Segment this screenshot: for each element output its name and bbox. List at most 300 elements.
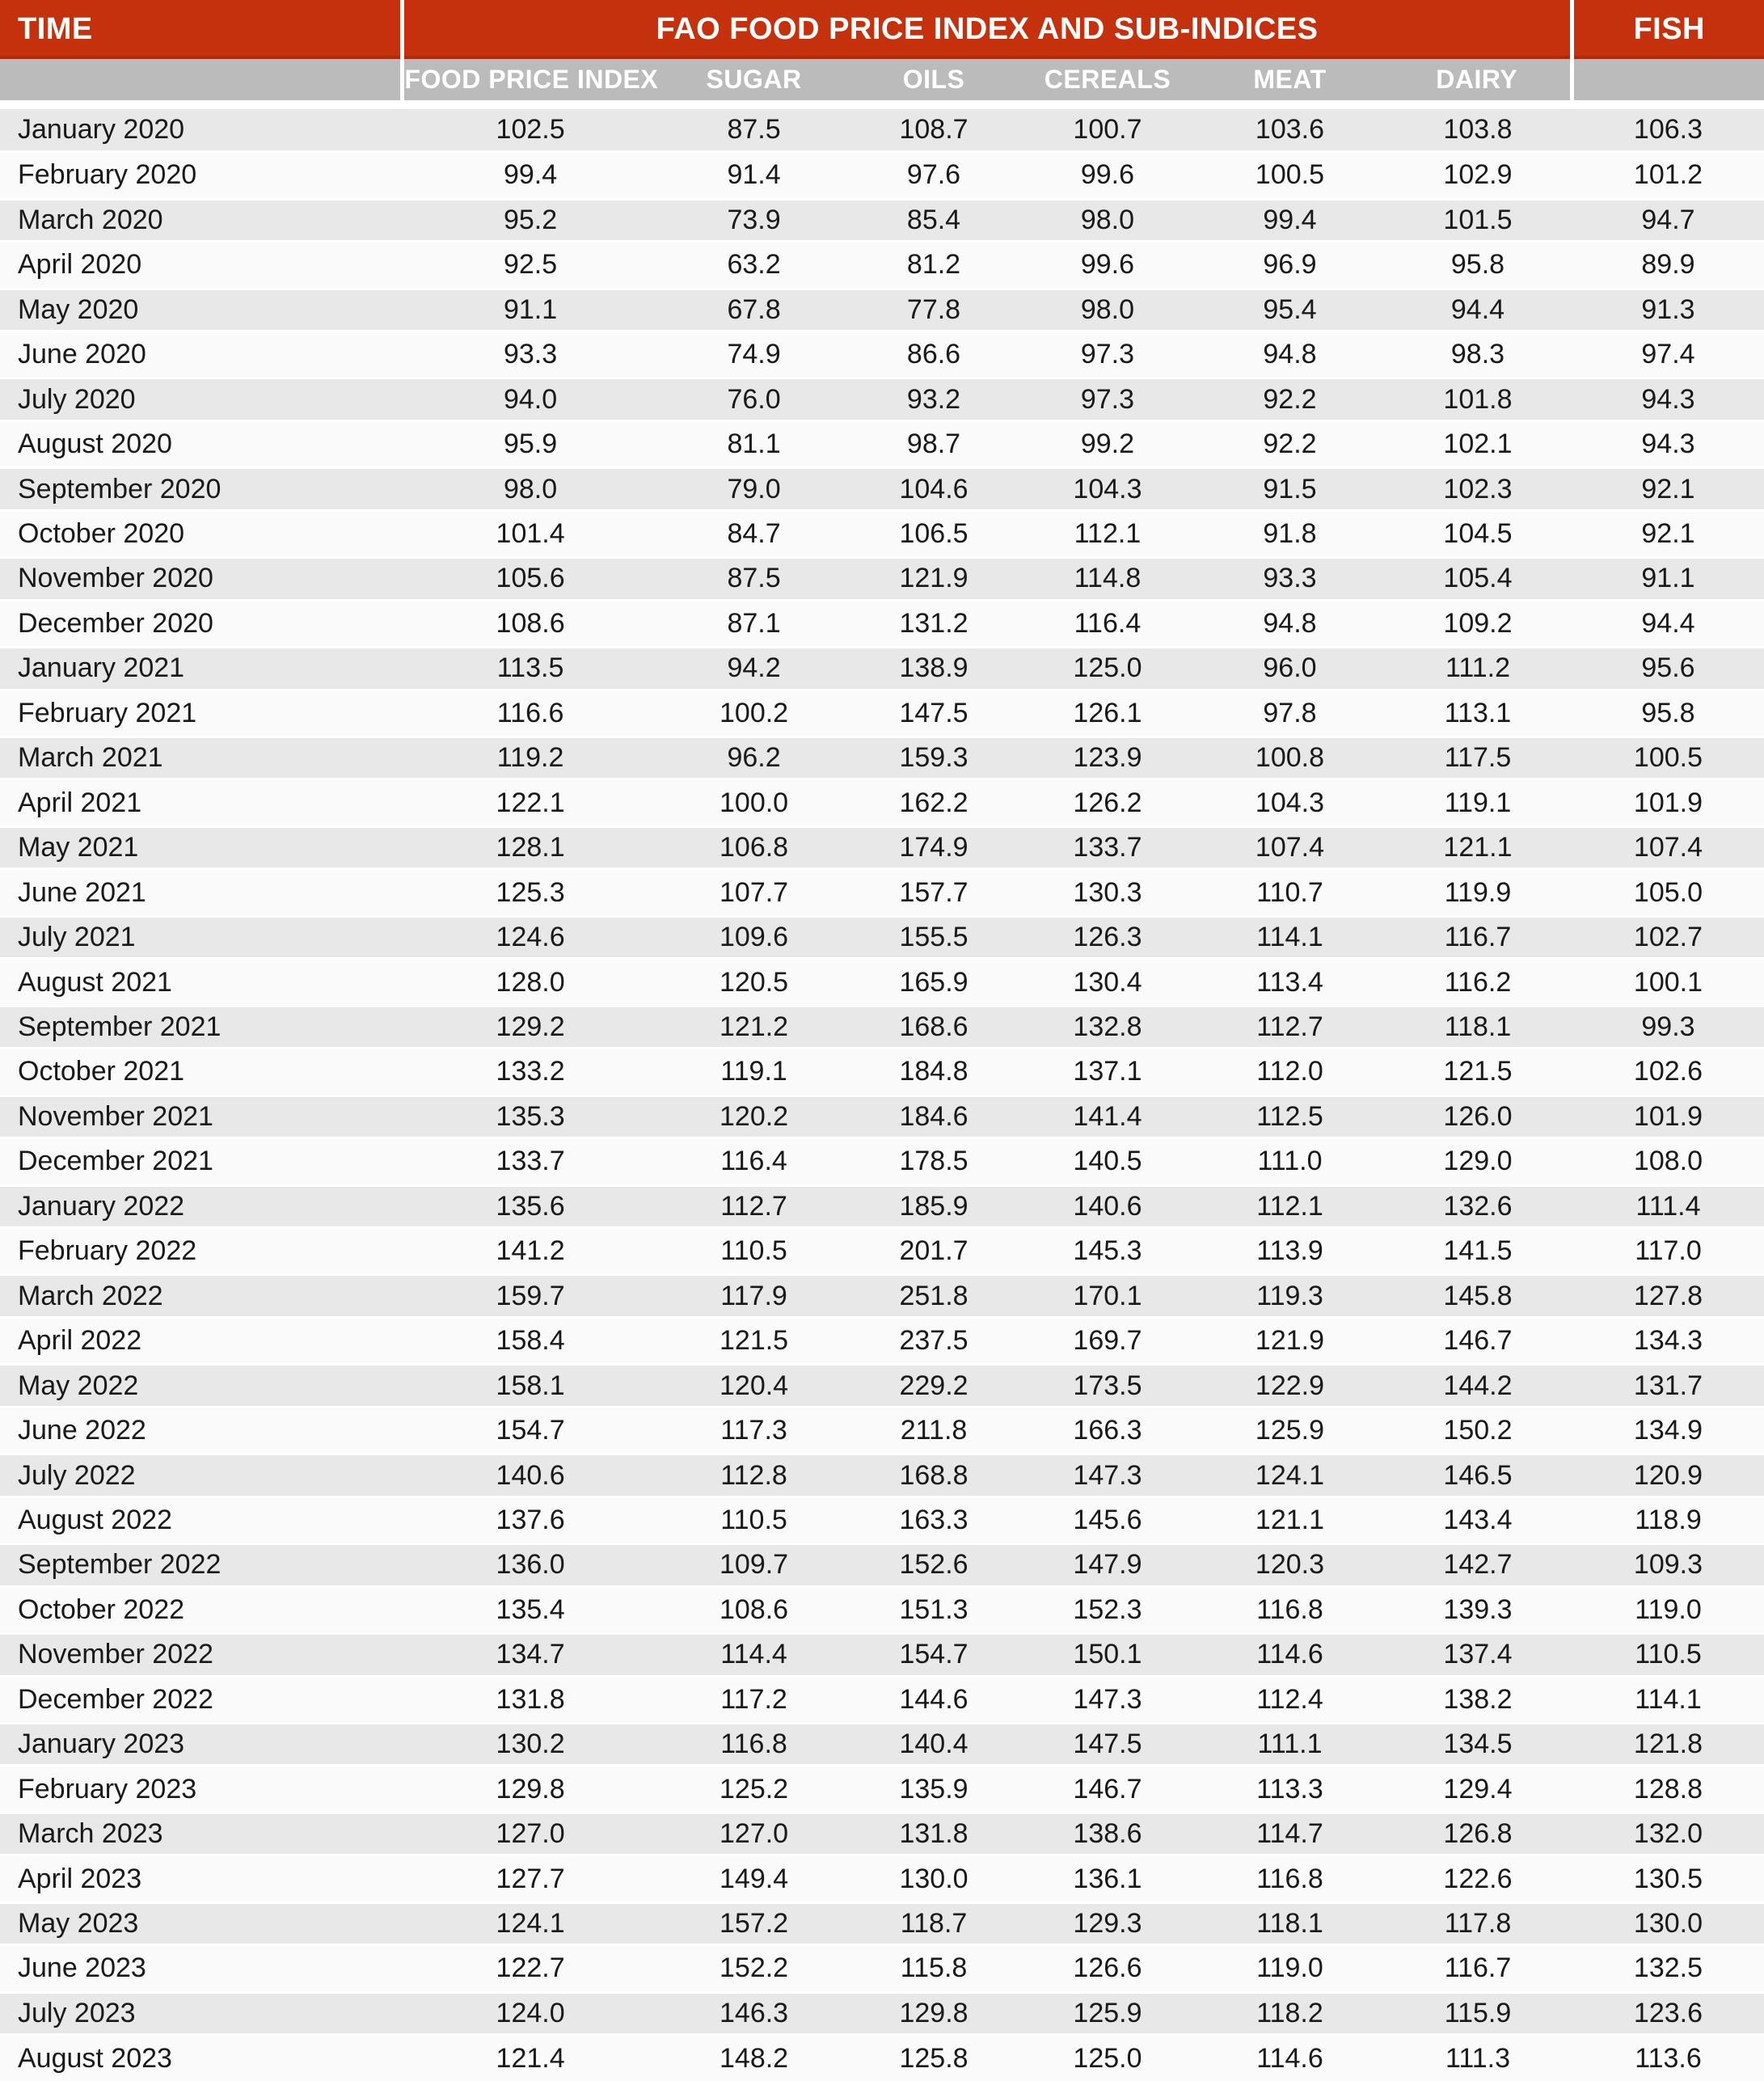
value-cell: 117.0 (1572, 1229, 1764, 1273)
row-label: January 2022 (0, 1184, 402, 1229)
value-cell: 136.1 (1019, 1856, 1196, 1901)
value-cell: 144.2 (1383, 1363, 1572, 1408)
value-cell: 229.2 (849, 1363, 1019, 1408)
value-cell: 132.8 (1019, 1005, 1196, 1049)
value-cell: 135.6 (402, 1184, 659, 1229)
value-cell: 154.7 (402, 1408, 659, 1453)
table-row (0, 2036, 1764, 2081)
table-row (0, 1856, 1764, 1901)
value-cell: 102.6 (1572, 1049, 1764, 1094)
value-cell: 94.3 (1572, 422, 1764, 466)
value-cell: 124.0 (402, 1991, 659, 2036)
value-cell: 77.8 (849, 288, 1019, 332)
value-cell: 131.8 (849, 1812, 1019, 1856)
value-cell: 87.1 (659, 602, 849, 646)
subheader-meat: MEAT (1196, 59, 1383, 103)
table-row (0, 915, 1764, 960)
value-cell: 102.5 (402, 103, 659, 153)
row-label: May 2020 (0, 288, 402, 332)
value-cell: 95.6 (1572, 646, 1764, 690)
value-cell: 144.6 (849, 1678, 1019, 1722)
value-cell: 128.8 (1572, 1767, 1764, 1811)
value-cell: 107.4 (1572, 825, 1764, 870)
value-cell: 106.3 (1572, 103, 1764, 153)
value-cell: 109.7 (659, 1543, 849, 1587)
table-row (0, 736, 1764, 780)
value-cell: 138.6 (1019, 1812, 1196, 1856)
value-cell: 112.5 (1196, 1095, 1383, 1139)
value-cell: 114.7 (1196, 1812, 1383, 1856)
value-cell: 146.7 (1383, 1319, 1572, 1363)
value-cell: 132.5 (1572, 1946, 1764, 1990)
value-cell: 92.1 (1572, 466, 1764, 511)
value-cell: 96.9 (1196, 243, 1383, 287)
value-cell: 91.1 (402, 288, 659, 332)
table-row (0, 1722, 1764, 1767)
value-cell: 94.2 (659, 646, 849, 690)
value-cell: 97.3 (1019, 332, 1196, 377)
value-cell: 119.9 (1383, 870, 1572, 914)
value-cell: 116.4 (1019, 602, 1196, 646)
row-label: August 2020 (0, 422, 402, 466)
value-cell: 91.4 (659, 153, 849, 197)
value-cell: 118.2 (1196, 1991, 1383, 2036)
value-cell: 126.2 (1019, 780, 1196, 825)
value-cell: 95.8 (1572, 691, 1764, 736)
value-cell: 126.6 (1019, 1946, 1196, 1990)
value-cell: 102.1 (1383, 422, 1572, 466)
row-label: August 2022 (0, 1498, 402, 1543)
value-cell: 104.6 (849, 466, 1019, 511)
value-cell: 133.2 (402, 1049, 659, 1094)
value-cell: 103.6 (1196, 103, 1383, 153)
value-cell: 115.9 (1383, 1991, 1572, 2036)
value-cell: 111.2 (1383, 646, 1572, 690)
value-cell: 140.4 (849, 1722, 1019, 1767)
value-cell: 116.4 (659, 1139, 849, 1184)
row-label: September 2020 (0, 466, 402, 511)
value-cell: 97.3 (1019, 377, 1196, 421)
value-cell: 104.5 (1383, 512, 1572, 556)
value-cell: 102.7 (1572, 915, 1764, 960)
value-cell: 168.6 (849, 1005, 1019, 1049)
value-cell: 92.5 (402, 243, 659, 287)
value-cell: 111.1 (1196, 1722, 1383, 1767)
value-cell: 95.8 (1383, 243, 1572, 287)
value-cell: 130.0 (849, 1856, 1019, 1901)
value-cell: 113.9 (1196, 1229, 1383, 1273)
value-cell: 146.5 (1383, 1453, 1572, 1497)
value-cell: 134.9 (1572, 1408, 1764, 1453)
value-cell: 117.8 (1383, 1902, 1572, 1946)
row-label: November 2020 (0, 556, 402, 601)
row-label: October 2020 (0, 512, 402, 556)
table-row (0, 646, 1764, 690)
value-cell: 184.8 (849, 1049, 1019, 1094)
value-cell: 118.7 (849, 1902, 1019, 1946)
value-cell: 116.8 (659, 1722, 849, 1767)
table-row (0, 1139, 1764, 1184)
value-cell: 105.6 (402, 556, 659, 601)
header-row-sub (0, 59, 1764, 103)
table-row (0, 512, 1764, 556)
value-cell: 67.8 (659, 288, 849, 332)
value-cell: 104.3 (1196, 780, 1383, 825)
value-cell: 147.9 (1019, 1543, 1196, 1587)
value-cell: 129.2 (402, 1005, 659, 1049)
value-cell: 76.0 (659, 377, 849, 421)
value-cell: 129.0 (1383, 1139, 1572, 1184)
value-cell: 151.3 (849, 1588, 1019, 1632)
value-cell: 173.5 (1019, 1363, 1196, 1408)
value-cell: 97.4 (1572, 332, 1764, 377)
value-cell: 126.1 (1019, 691, 1196, 736)
value-cell: 94.0 (402, 377, 659, 421)
value-cell: 108.7 (849, 103, 1019, 153)
value-cell: 112.1 (1196, 1184, 1383, 1229)
value-cell: 102.9 (1383, 153, 1572, 197)
row-label: June 2023 (0, 1946, 402, 1990)
subheader-cereals: CEREALS (1019, 59, 1196, 103)
value-cell: 129.4 (1383, 1767, 1572, 1811)
value-cell: 127.7 (402, 1856, 659, 1901)
value-cell: 105.0 (1572, 870, 1764, 914)
table-row (0, 556, 1764, 601)
value-cell: 135.4 (402, 1588, 659, 1632)
value-cell: 109.3 (1572, 1543, 1764, 1587)
row-label: May 2023 (0, 1902, 402, 1946)
value-cell: 108.0 (1572, 1139, 1764, 1184)
value-cell: 159.7 (402, 1273, 659, 1318)
value-cell: 101.2 (1572, 153, 1764, 197)
value-cell: 98.7 (849, 422, 1019, 466)
row-label: December 2021 (0, 1139, 402, 1184)
value-cell: 107.4 (1196, 825, 1383, 870)
value-cell: 121.2 (659, 1005, 849, 1049)
table-row (0, 288, 1764, 332)
value-cell: 89.9 (1572, 243, 1764, 287)
value-cell: 92.1 (1572, 512, 1764, 556)
value-cell: 211.8 (849, 1408, 1019, 1453)
value-cell: 185.9 (849, 1184, 1019, 1229)
value-cell: 125.9 (1196, 1408, 1383, 1453)
value-cell: 104.3 (1019, 466, 1196, 511)
row-label: November 2022 (0, 1632, 402, 1677)
value-cell: 99.4 (402, 153, 659, 197)
value-cell: 133.7 (1019, 825, 1196, 870)
value-cell: 127.8 (1572, 1273, 1764, 1318)
value-cell: 132.0 (1572, 1812, 1764, 1856)
table-row (0, 1812, 1764, 1856)
table-row (0, 1049, 1764, 1094)
value-cell: 120.9 (1572, 1453, 1764, 1497)
row-label: March 2022 (0, 1273, 402, 1318)
value-cell: 157.2 (659, 1902, 849, 1946)
value-cell: 201.7 (849, 1229, 1019, 1273)
row-label: November 2021 (0, 1095, 402, 1139)
value-cell: 92.2 (1196, 422, 1383, 466)
value-cell: 112.4 (1196, 1678, 1383, 1722)
value-cell: 121.5 (1383, 1049, 1572, 1094)
value-cell: 130.4 (1019, 960, 1196, 1004)
row-label: March 2020 (0, 198, 402, 243)
column-header-group: FAO FOOD PRICE INDEX AND SUB-INDICES (402, 0, 1572, 59)
value-cell: 99.6 (1019, 153, 1196, 197)
value-cell: 94.3 (1572, 377, 1764, 421)
value-cell: 131.8 (402, 1678, 659, 1722)
value-cell: 122.6 (1383, 1856, 1572, 1901)
table-row (0, 870, 1764, 914)
value-cell: 152.2 (659, 1946, 849, 1990)
value-cell: 121.5 (659, 1319, 849, 1363)
value-cell: 108.6 (659, 1588, 849, 1632)
value-cell: 131.2 (849, 602, 1019, 646)
value-cell: 169.7 (1019, 1319, 1196, 1363)
value-cell: 141.2 (402, 1229, 659, 1273)
value-cell: 128.0 (402, 960, 659, 1004)
value-cell: 141.5 (1383, 1229, 1572, 1273)
value-cell: 111.4 (1572, 1184, 1764, 1229)
table-row (0, 422, 1764, 466)
header-row-main (0, 0, 1764, 59)
value-cell: 92.2 (1196, 377, 1383, 421)
value-cell: 112.1 (1019, 512, 1196, 556)
value-cell: 94.8 (1196, 602, 1383, 646)
value-cell: 140.6 (402, 1453, 659, 1497)
value-cell: 110.5 (659, 1498, 849, 1543)
value-cell: 103.8 (1383, 103, 1572, 153)
subheader-empty-time (0, 59, 402, 103)
value-cell: 134.7 (402, 1632, 659, 1677)
value-cell: 162.2 (849, 780, 1019, 825)
value-cell: 158.1 (402, 1363, 659, 1408)
value-cell: 112.0 (1196, 1049, 1383, 1094)
value-cell: 113.1 (1383, 691, 1572, 736)
value-cell: 119.0 (1196, 1946, 1383, 1990)
value-cell: 98.0 (1019, 198, 1196, 243)
value-cell: 117.9 (659, 1273, 849, 1318)
table-row (0, 1095, 1764, 1139)
table-row (0, 1363, 1764, 1408)
value-cell: 91.5 (1196, 466, 1383, 511)
subheader-empty-fish (1572, 59, 1764, 103)
table-row (0, 780, 1764, 825)
row-label: September 2021 (0, 1005, 402, 1049)
value-cell: 73.9 (659, 198, 849, 243)
value-cell: 145.3 (1019, 1229, 1196, 1273)
value-cell: 137.4 (1383, 1632, 1572, 1677)
value-cell: 118.1 (1383, 1005, 1572, 1049)
value-cell: 119.1 (1383, 780, 1572, 825)
value-cell: 150.2 (1383, 1408, 1572, 1453)
row-label: April 2022 (0, 1319, 402, 1363)
value-cell: 139.3 (1383, 1588, 1572, 1632)
value-cell: 122.1 (402, 780, 659, 825)
row-label: June 2022 (0, 1408, 402, 1453)
value-cell: 118.1 (1196, 1902, 1383, 1946)
value-cell: 117.3 (659, 1408, 849, 1453)
value-cell: 94.7 (1572, 198, 1764, 243)
value-cell: 120.5 (659, 960, 849, 1004)
value-cell: 143.4 (1383, 1498, 1572, 1543)
value-cell: 116.8 (1196, 1588, 1383, 1632)
table-row (0, 691, 1764, 736)
value-cell: 170.1 (1019, 1273, 1196, 1318)
value-cell: 152.6 (849, 1543, 1019, 1587)
value-cell: 93.3 (402, 332, 659, 377)
value-cell: 152.3 (1019, 1588, 1196, 1632)
row-label: February 2022 (0, 1229, 402, 1273)
value-cell: 158.4 (402, 1319, 659, 1363)
row-label: August 2021 (0, 960, 402, 1004)
table-row (0, 1005, 1764, 1049)
value-cell: 93.3 (1196, 556, 1383, 601)
value-cell: 102.3 (1383, 466, 1572, 511)
value-cell: 128.1 (402, 825, 659, 870)
value-cell: 126.8 (1383, 1812, 1572, 1856)
value-cell: 91.3 (1572, 288, 1764, 332)
row-label: December 2022 (0, 1678, 402, 1722)
value-cell: 125.9 (1019, 1991, 1196, 2036)
value-cell: 137.6 (402, 1498, 659, 1543)
value-cell: 121.1 (1196, 1498, 1383, 1543)
value-cell: 147.3 (1019, 1678, 1196, 1722)
value-cell: 111.0 (1196, 1139, 1383, 1184)
value-cell: 93.2 (849, 377, 1019, 421)
value-cell: 138.2 (1383, 1678, 1572, 1722)
value-cell: 122.9 (1196, 1363, 1383, 1408)
value-cell: 87.5 (659, 103, 849, 153)
row-label: June 2021 (0, 870, 402, 914)
value-cell: 116.7 (1383, 1946, 1572, 1990)
value-cell: 98.0 (1019, 288, 1196, 332)
value-cell: 100.5 (1196, 153, 1383, 197)
value-cell: 142.7 (1383, 1543, 1572, 1587)
value-cell: 99.4 (1196, 198, 1383, 243)
value-cell: 133.7 (402, 1139, 659, 1184)
table-row (0, 602, 1764, 646)
value-cell: 159.3 (849, 736, 1019, 780)
value-cell: 81.2 (849, 243, 1019, 287)
value-cell: 130.0 (1572, 1902, 1764, 1946)
value-cell: 108.6 (402, 602, 659, 646)
value-cell: 125.0 (1019, 2036, 1196, 2081)
value-cell: 120.4 (659, 1363, 849, 1408)
value-cell: 124.6 (402, 915, 659, 960)
row-label: September 2022 (0, 1543, 402, 1587)
row-label: January 2021 (0, 646, 402, 690)
table-body (0, 103, 1764, 2081)
value-cell: 135.9 (849, 1767, 1019, 1811)
value-cell: 123.9 (1019, 736, 1196, 780)
value-cell: 101.8 (1383, 377, 1572, 421)
value-cell: 112.8 (659, 1453, 849, 1497)
value-cell: 74.9 (659, 332, 849, 377)
value-cell: 99.2 (1019, 422, 1196, 466)
row-label: June 2020 (0, 332, 402, 377)
table-row (0, 466, 1764, 511)
value-cell: 81.1 (659, 422, 849, 466)
row-label: April 2023 (0, 1856, 402, 1901)
value-cell: 94.8 (1196, 332, 1383, 377)
value-cell: 117.5 (1383, 736, 1572, 780)
value-cell: 166.3 (1019, 1408, 1196, 1453)
value-cell: 113.4 (1196, 960, 1383, 1004)
value-cell: 114.1 (1572, 1678, 1764, 1722)
value-cell: 129.8 (402, 1767, 659, 1811)
value-cell: 121.9 (849, 556, 1019, 601)
table-row (0, 1319, 1764, 1363)
table-row (0, 1543, 1764, 1587)
value-cell: 114.1 (1196, 915, 1383, 960)
value-cell: 130.5 (1572, 1856, 1764, 1901)
value-cell: 121.8 (1572, 1722, 1764, 1767)
value-cell: 136.0 (402, 1543, 659, 1587)
value-cell: 154.7 (849, 1632, 1019, 1677)
value-cell: 145.8 (1383, 1273, 1572, 1318)
table-row (0, 153, 1764, 197)
table-row (0, 377, 1764, 421)
value-cell: 146.7 (1019, 1767, 1196, 1811)
value-cell: 79.0 (659, 466, 849, 511)
value-cell: 130.3 (1019, 870, 1196, 914)
value-cell: 116.6 (402, 691, 659, 736)
value-cell: 150.1 (1019, 1632, 1196, 1677)
value-cell: 124.1 (1196, 1453, 1383, 1497)
value-cell: 86.6 (849, 332, 1019, 377)
table-row (0, 1229, 1764, 1273)
value-cell: 134.5 (1383, 1722, 1572, 1767)
value-cell: 96.0 (1196, 646, 1383, 690)
value-cell: 94.4 (1383, 288, 1572, 332)
subheader-dairy: DAIRY (1383, 59, 1572, 103)
column-header-time: TIME (0, 0, 402, 59)
table-row (0, 1632, 1764, 1677)
table-row (0, 1946, 1764, 1990)
value-cell: 101.9 (1572, 1095, 1764, 1139)
table-row (0, 332, 1764, 377)
row-label: March 2021 (0, 736, 402, 780)
value-cell: 121.4 (402, 2036, 659, 2081)
value-cell: 125.8 (849, 2036, 1019, 2081)
value-cell: 100.8 (1196, 736, 1383, 780)
table-row (0, 1767, 1764, 1811)
row-label: January 2023 (0, 1722, 402, 1767)
value-cell: 105.4 (1383, 556, 1572, 601)
row-label: May 2022 (0, 1363, 402, 1408)
value-cell: 155.5 (849, 915, 1019, 960)
value-cell: 87.5 (659, 556, 849, 601)
table-row (0, 825, 1764, 870)
value-cell: 184.6 (849, 1095, 1019, 1139)
table-row (0, 960, 1764, 1004)
value-cell: 109.6 (659, 915, 849, 960)
value-cell: 134.3 (1572, 1319, 1764, 1363)
subheader-sugar: SUGAR (659, 59, 849, 103)
value-cell: 121.1 (1383, 825, 1572, 870)
value-cell: 148.2 (659, 2036, 849, 2081)
value-cell: 123.6 (1572, 1991, 1764, 2036)
value-cell: 165.9 (849, 960, 1019, 1004)
value-cell: 149.4 (659, 1856, 849, 1901)
value-cell: 97.8 (1196, 691, 1383, 736)
value-cell: 99.6 (1019, 243, 1196, 287)
value-cell: 107.7 (659, 870, 849, 914)
value-cell: 95.2 (402, 198, 659, 243)
value-cell: 137.1 (1019, 1049, 1196, 1094)
value-cell: 84.7 (659, 512, 849, 556)
value-cell: 126.0 (1383, 1095, 1572, 1139)
